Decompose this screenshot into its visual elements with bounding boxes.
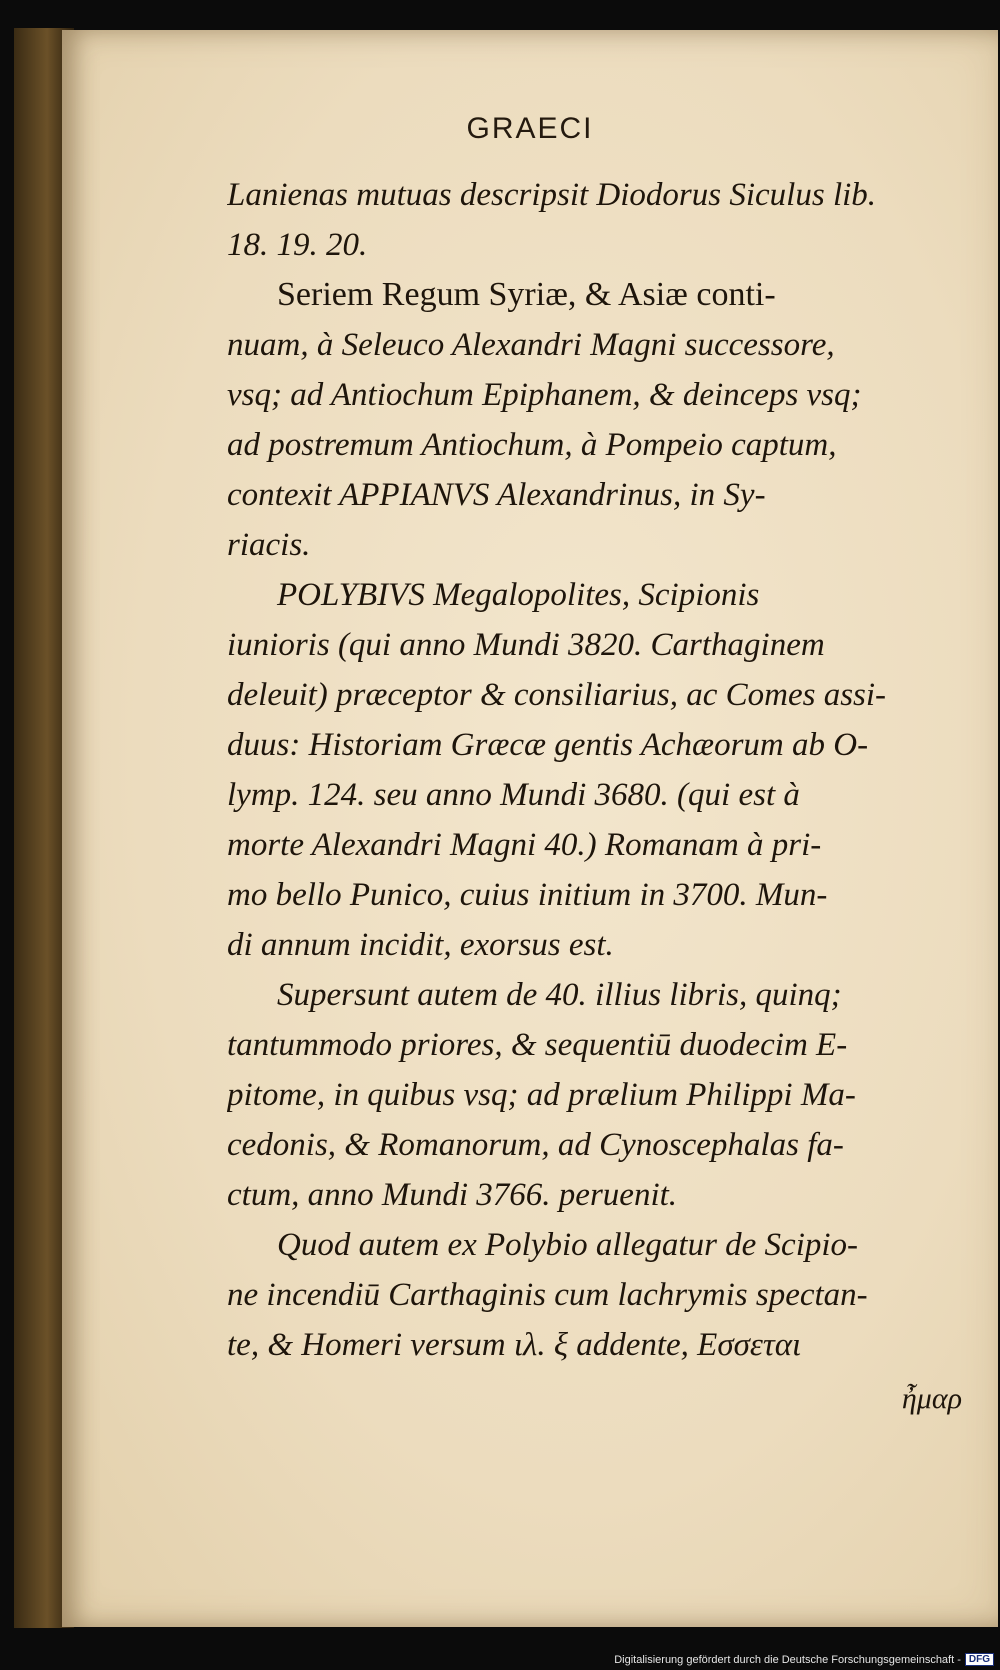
- text-line: riacis.: [227, 527, 311, 563]
- text-line: Quod autem ex Polybio allegatur de Scipio-: [277, 1227, 859, 1263]
- text-line: ctum, anno Mundi 3766. peruenit.: [227, 1177, 678, 1213]
- book-page: [62, 30, 998, 1627]
- text-line: contexit APPIANVS Alexandrinus, in Sy-: [227, 477, 766, 513]
- digitization-credit: [614, 1653, 994, 1666]
- text-line: Lanienas mutuas descripsit Diodorus Siculus lib.: [227, 177, 877, 213]
- text-line: deleuit) præceptor & consiliarius, ac Comes assi-: [227, 677, 887, 713]
- text-line: Supersunt autem de 40. illius libris, quinq;: [277, 977, 842, 1013]
- text-line: duus: Historiam Græcæ gentis Achæorum ab O-: [227, 727, 869, 763]
- text-line: di annum incidit, exorsus est.: [227, 927, 614, 963]
- text-line: cedonis, & Romanorum, ad Cynoscephalas fa-: [227, 1127, 844, 1163]
- text-line: POLYBIVS Megalopolites, Scipionis: [277, 577, 760, 613]
- text-line: Seriem Regum Syriæ, & Asiæ conti-: [277, 276, 776, 313]
- text-line: morte Alexandri Magni 40.) Romanam à pri-: [227, 827, 822, 863]
- text-line: vsq; ad Antiochum Epiphanem, & deinceps vsq;: [227, 377, 862, 413]
- text-line: tantummodo priores, & sequentiū duodecim E-: [227, 1027, 848, 1063]
- dfg-logo: DFG: [965, 1653, 994, 1666]
- text-line: pitome, in quibus vsq; ad prælium Philippi Ma-: [227, 1077, 856, 1113]
- text-line: ad postremum Antiochum, à Pompeio captum,: [227, 427, 837, 463]
- page-body: [227, 170, 997, 1370]
- text-line: 18. 19. 20.: [227, 227, 368, 263]
- text-line: nuam, à Seleuco Alexandri Magni successore,: [227, 327, 835, 363]
- text-line: te, & Homeri versum ιλ. ξ addente, Εσσεται: [227, 1327, 802, 1363]
- text-line: mo bello Punico, cuius initium in 3700. Mun-: [227, 877, 828, 913]
- running-header: GRAECI: [466, 112, 594, 145]
- text-line: lymp. 124. seu anno Mundi 3680. (qui est à: [227, 777, 800, 813]
- text-line: ne incendiū Carthaginis cum lachrymis spectan-: [227, 1277, 868, 1313]
- catchword: ἦμαρ: [901, 1382, 962, 1415]
- text-line: iunioris (qui anno Mundi 3820. Carthaginem: [227, 627, 825, 663]
- credit-text: Digitalisierung gefördert durch die Deutsche Forschungsgemeinschaft -: [614, 1653, 961, 1666]
